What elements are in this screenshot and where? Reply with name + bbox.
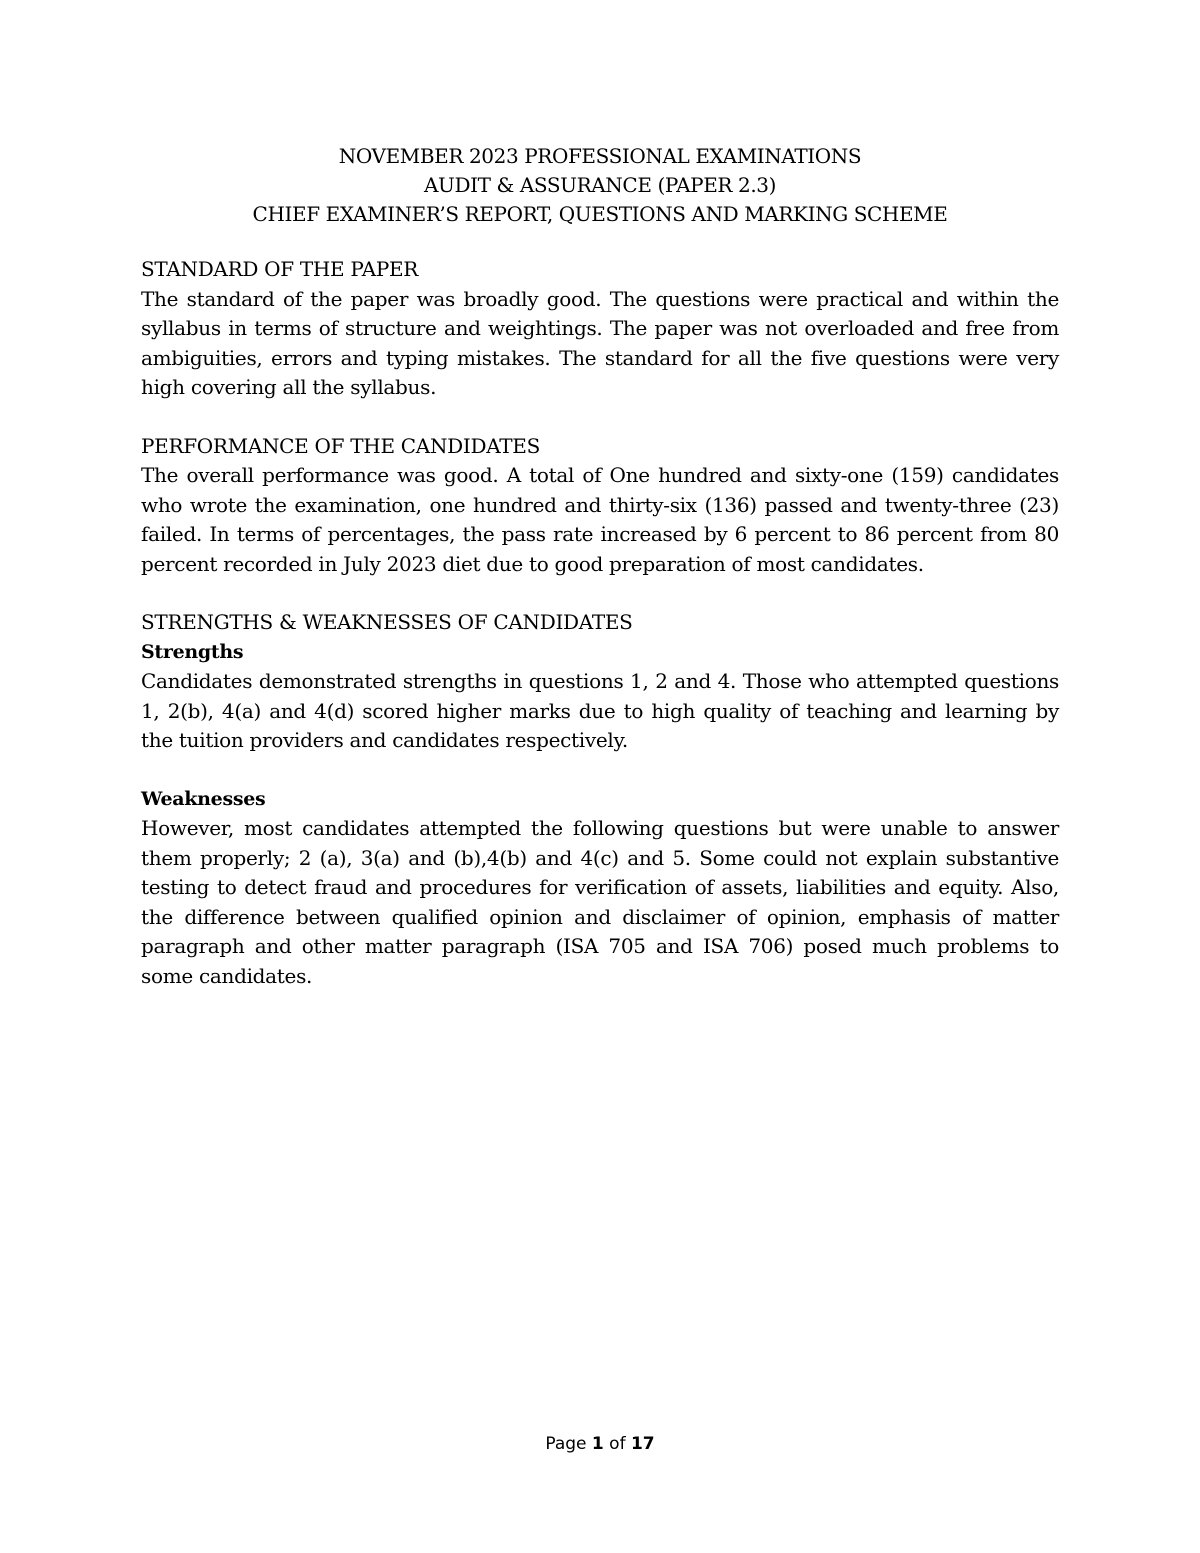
paragraph-strengths: Candidates demonstrated strengths in questions 1, 2 and 4. Those who attempted questions 1, 2(b), 4(a) and 4(d) scored higher marks due to high quality of teaching and learning by the tuition providers and candidates respectively. [141,669,1059,752]
title-line-exam: NOVEMBER 2023 PROFESSIONAL EXAMINATIONS [338,144,862,168]
document-title-block [0,142,1200,229]
report-body [141,255,1059,991]
subheading-strengths: Strengths [141,640,244,663]
title-line-paper: AUDIT & ASSURANCE (PAPER 2.3) [423,173,777,197]
paragraph-weaknesses: However, most candidates attempted the following questions but were unable to answer them properly; 2 (a), 3(a) and (b),4(b) and 4(c) and 5. Some could not explain substantive testing to detect fraud and procedures for verification of assets, liabilities and equity. Also, the difference between qualified opinion and disclaimer of opinion, emphasis of matter paragraph and other matter paragraph (ISA 705 and ISA 706) posed much problems to some candidates. [141,816,1059,988]
title-line-report: CHIEF EXAMINER’S REPORT, QUESTIONS AND MARKING SCHEME [252,202,948,226]
footer-of-word: of [609,1434,626,1454]
section-heading-strengths-weaknesses: STRENGTHS & WEAKNESSES OF CANDIDATES [141,610,633,634]
footer-page-total: 17 [630,1434,655,1454]
subheading-weaknesses: Weaknesses [141,787,266,810]
footer-page-number: 1 [591,1434,604,1454]
paragraph-performance: The overall performance was good. A total of One hundred and sixty-one (159) candidates who wrote the examination, one hundred and thirty-six (136) passed and twenty-three (23) failed. In terms of percentages, the pass rate increased by 6 percent to 86 percent from 80 percent recorded in July 2023 diet due to good preparation of most candidates. [141,463,1059,576]
page-footer [0,1432,1200,1456]
section-heading-standard: STANDARD OF THE PAPER [141,257,419,281]
footer-page-word: Page [545,1434,587,1454]
paragraph-standard: The standard of the paper was broadly good. The questions were practical and within the syllabus in terms of structure and weightings. The paper was not overloaded and free from ambiguities, errors and typing mistakes. The standard for all the five questions were very high covering all the syllabus. [141,286,1059,399]
section-heading-performance: PERFORMANCE OF THE CANDIDATES [141,433,541,458]
